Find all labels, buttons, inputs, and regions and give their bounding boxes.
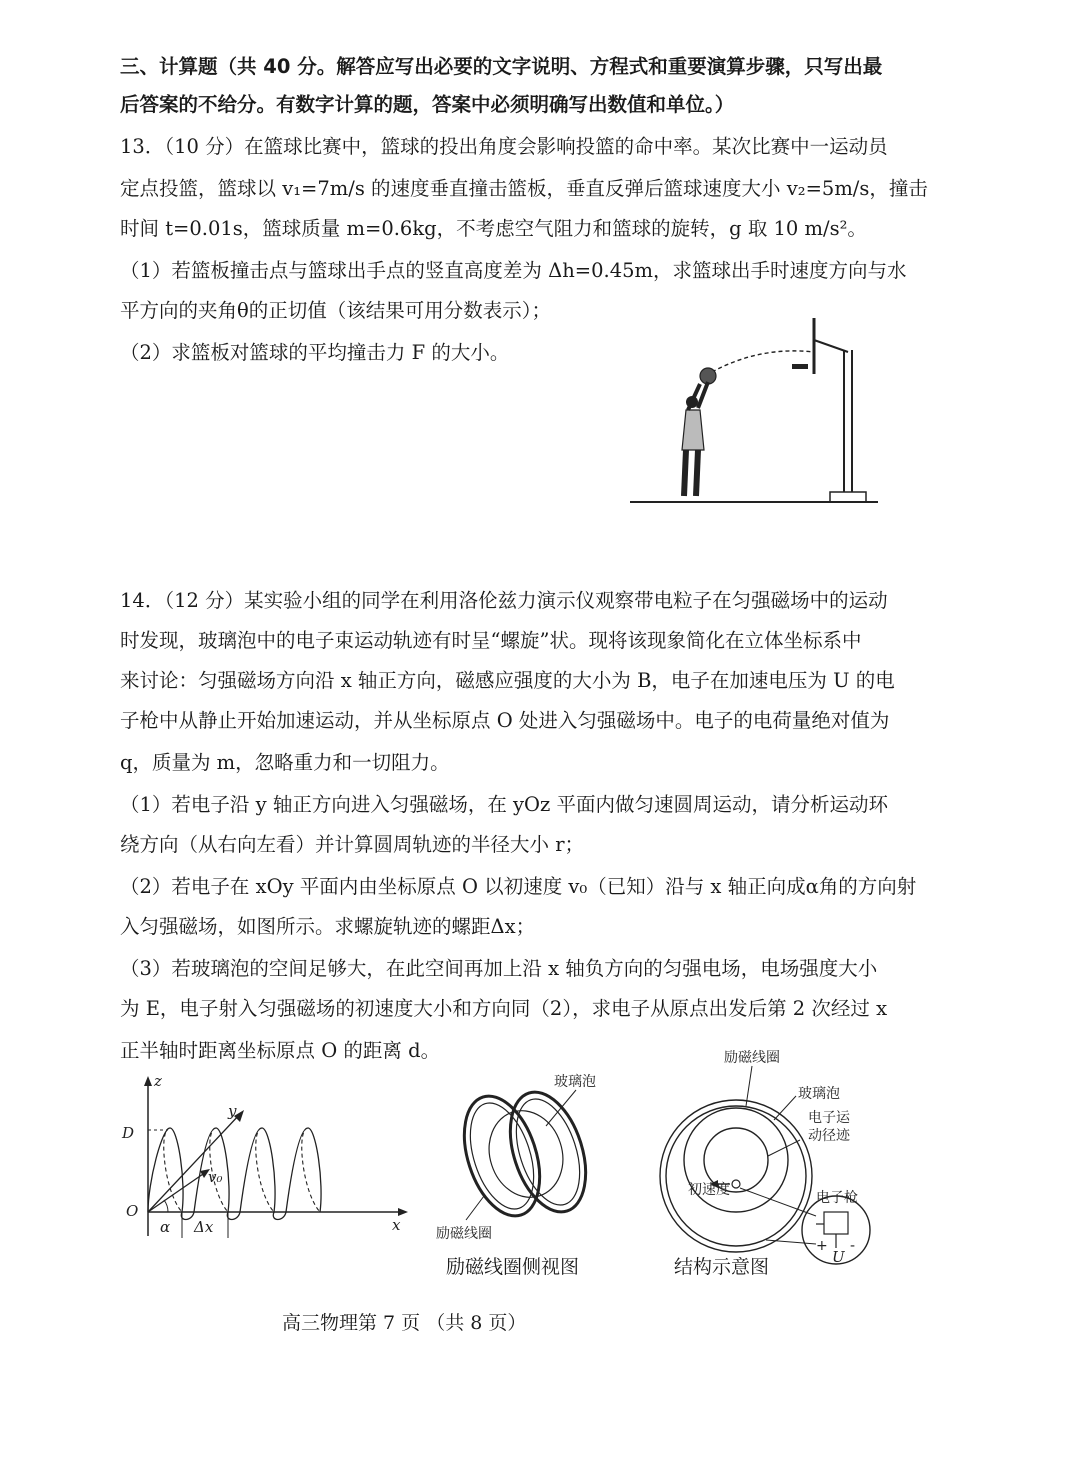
section-heading-line-2: 后答案的不给分。有数字计算的题，答案中必须明确写出数值和单位。） [120,93,735,116]
q14-line: 14．（12 分）某实验小组的同学在利用洛伦兹力演示仪观察带电粒子在匀强磁场中的运动 [120,589,888,612]
electron-path-label-1: 电子运 [808,1110,850,1126]
d-label: D [122,1124,135,1142]
q14-line: 正半轴时距离坐标原点 O 的距离 d。 [120,1039,441,1062]
section-heading-line-1: 三、计算题（共 40 分。解答应写出必要的文字说明、方程式和重要演算步骤，只写出最 [120,55,883,78]
y-axis-label: y [228,1102,237,1120]
structure-figure [656,1044,916,1264]
q14-line: （2）若电子在 xOy 平面内由坐标原点 O 以初速度 v₀（已知）沿与 x 轴正向成α角的方向射 [120,875,917,898]
side-view-caption: 励磁线圈侧视图 [446,1256,580,1278]
x-axis-label: x [392,1216,401,1234]
initial-velocity-label: 初速度 [688,1182,730,1198]
minus-label: - [850,1238,856,1254]
q13-line: 平方向的夹角θ的正切值（该结果可用分数表示）； [120,299,551,322]
basketball-figure [620,310,880,510]
q13-line: 13．（10 分）在篮球比赛中，篮球的投出角度会影响投篮的命中率。某次比赛中一运动员 [120,135,888,158]
q14-line: q，质量为 m，忽略重力和一切阻力。 [120,751,450,774]
q14-line: 子枪中从静止开始加速运动，并从坐标原点 O 处进入匀强磁场中。电子的电荷量绝对值为 [120,709,890,732]
voltage-label: U [832,1248,845,1266]
page-footer: 高三物理第 7 页 （共 8 页） [282,1312,527,1334]
origin-label: O [126,1202,139,1220]
coil-side-view-figure [436,1068,626,1248]
q13-line: 时间 t=0.01s，篮球质量 m=0.6kg，不考虑空气阻力和篮球的旋转，g 取 10 m/s²。 [120,217,867,240]
q14-line: 绕方向（从右向左看）并计算圆周轨迹的半径大小 r； [120,833,585,856]
electron-path-label-2: 动径迹 [808,1128,850,1144]
v0-label: v₀ [208,1168,223,1186]
q14-line: 来讨论：匀强磁场方向沿 x 轴正方向，磁感应强度的大小为 B，电子在加速电压为 U 的电 [120,669,895,692]
q14-line: （1）若电子沿 y 轴正方向进入匀强磁场，在 yOz 平面内做匀速圆周运动，请分析运动环 [120,793,888,816]
q14-line: 入匀强磁场，如图所示。求螺旋轨迹的螺距Δx； [120,915,536,938]
glass-bulb-label: 玻璃泡 [798,1086,840,1102]
q14-line: 时发现，玻璃泡中的电子束运动轨迹有时呈“螺旋”状。现将该现象简化在立体坐标系中 [120,629,862,652]
q13-line: 定点投篮，篮球以 v₁=7m/s 的速度垂直撞击篮板，垂直反弹后篮球速度大小 v₂=5m/s，撞击 [120,177,928,200]
helix-figure [118,1072,418,1242]
glass-bulb-label: 玻璃泡 [554,1074,596,1090]
coil-label: 励磁线圈 [436,1226,492,1242]
q13-line: （1）若篮板撞击点与篮球出手点的竖直高度差为 Δh=0.45m，求篮球出手时速度方向与水 [120,259,907,282]
coil-label: 励磁线圈 [724,1050,780,1066]
electron-gun-label: 电子枪 [816,1190,858,1206]
z-axis-label: z [154,1072,162,1090]
q14-line: 为 E，电子射入匀强磁场的初速度大小和方向同（2），求电子从原点出发后第 2 次经过 x [120,997,888,1020]
q14-line: （3）若玻璃泡的空间足够大，在此空间再加上沿 x 轴负方向的匀强电场，电场强度大小 [120,957,878,980]
alpha-label: α [160,1218,171,1236]
structure-caption: 结构示意图 [674,1256,770,1278]
plus-label: + [816,1238,828,1254]
dx-label: Δx [194,1218,214,1236]
q13-line: （2）求篮板对篮球的平均撞击力 F 的大小。 [120,341,510,364]
